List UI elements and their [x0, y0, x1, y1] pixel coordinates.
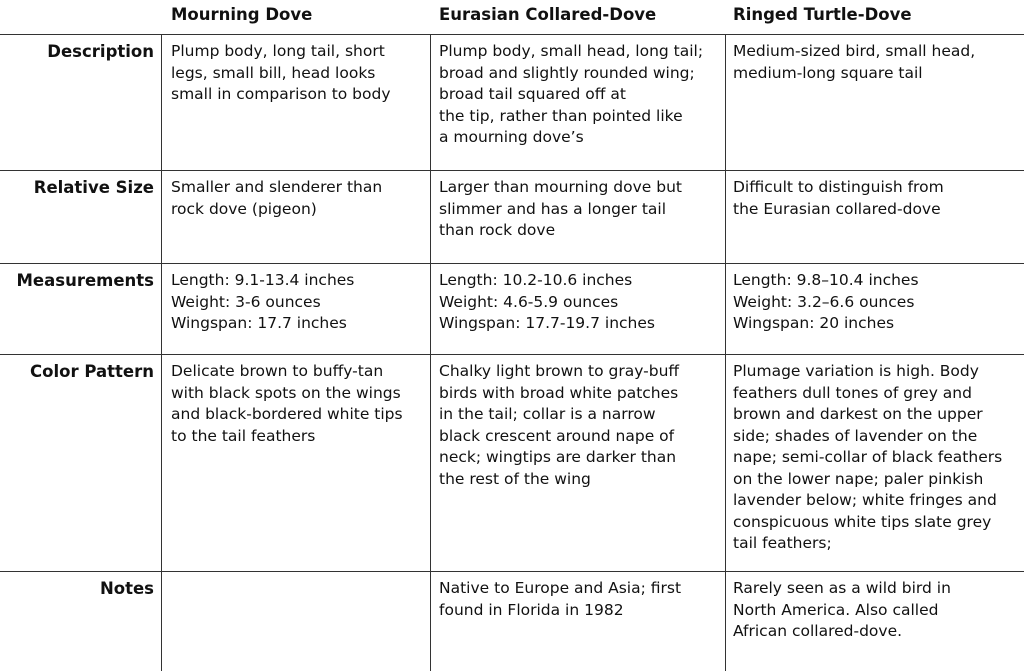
row-label-relative-size: Relative Size [33, 178, 154, 197]
cell-measurements-mourning-dove: Length: 9.1-13.4 inches Weight: 3-6 ounces Wingspan: 17.7 inches [171, 271, 355, 332]
cell-description-ringed-turtle-dove: Medium-sized bird, small head, medium-long square tail [733, 42, 976, 82]
row-divider [0, 571, 1024, 572]
row-divider [0, 170, 1024, 171]
column-header-eurasian-collared-dove: Eurasian Collared-Dove [439, 5, 657, 24]
cell-measurements-eurasian-collared-dove: Length: 10.2-10.6 inches Weight: 4.6-5.9 ounces Wingspan: 17.7-19.7 inches [439, 271, 655, 332]
cell-relative-size-ringed-turtle-dove: Difficult to distinguish from the Eurasian collared-dove [733, 178, 944, 218]
row-label-measurements: Measurements [16, 271, 154, 290]
cell-measurements-ringed-turtle-dove: Length: 9.8–10.4 inches Weight: 3.2–6.6 ounces Wingspan: 20 inches [733, 271, 919, 332]
row-label-description: Description [47, 42, 154, 61]
column-divider [725, 34, 726, 671]
column-header-ringed-turtle-dove: Ringed Turtle-Dove [733, 5, 912, 24]
row-divider [0, 263, 1024, 264]
column-header-mourning-dove: Mourning Dove [171, 5, 313, 24]
cell-color-pattern-mourning-dove: Delicate brown to buffy-tan with black spots on the wings and black-bordered white tips to the tail feathers [171, 362, 403, 445]
column-divider [161, 34, 162, 671]
cell-description-eurasian-collared-dove: Plump body, small head, long tail; broad and slightly rounded wing; broad tail squared off at the tip, rather than pointed like a mourning dove’s [439, 42, 704, 146]
cell-relative-size-eurasian-collared-dove: Larger than mourning dove but slimmer and has a longer tail than rock dove [439, 178, 682, 239]
column-divider [430, 34, 431, 671]
row-label-color-pattern: Color Pattern [30, 362, 154, 381]
cell-notes-ringed-turtle-dove: Rarely seen as a wild bird in North America. Also called African collared-dove. [733, 579, 951, 640]
row-label-notes: Notes [99, 579, 154, 598]
cell-relative-size-mourning-dove: Smaller and slenderer than rock dove (pigeon) [171, 178, 383, 218]
row-divider [0, 354, 1024, 355]
header-divider [0, 34, 1024, 35]
cell-description-mourning-dove: Plump body, long tail, short legs, small bill, head looks small in comparison to body [171, 42, 391, 103]
cell-color-pattern-ringed-turtle-dove: Plumage variation is high. Body feathers dull tones of grey and brown and darkest on the upper side; shades of lavender on the nape; semi-collar of black feathers on the lower nape; paler pinkish lavender below; white fringes and conspicuous white tips slate grey tail feathers; [733, 362, 1003, 552]
cell-notes-eurasian-collared-dove: Native to Europe and Asia; first found in Florida in 1982 [439, 579, 682, 619]
cell-color-pattern-eurasian-collared-dove: Chalky light brown to gray-buff birds with broad white patches in the tail; collar is a narrow black crescent around nape of neck; wingtips are darker than the rest of the wing [439, 362, 680, 488]
